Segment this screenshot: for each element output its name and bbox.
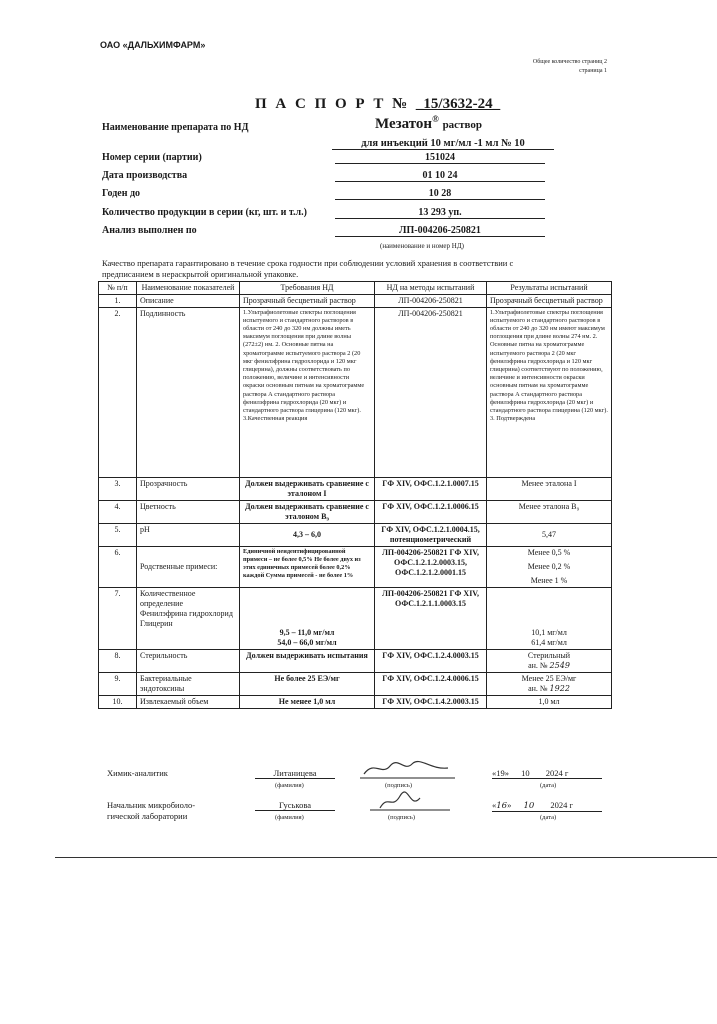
chemist-label: Химик-аналитик: [107, 768, 168, 778]
row-number: 2.: [99, 307, 137, 477]
page-count: [533, 58, 607, 76]
row-number: 3.: [99, 477, 137, 500]
indicator-quant: Количественное определение: [140, 588, 196, 608]
analysis-no-label: ан. №: [528, 660, 548, 670]
row-indicator: Стерильность: [137, 649, 240, 672]
table-row: [99, 695, 612, 708]
row-indicator: Описание: [137, 294, 240, 307]
table-row: [99, 500, 612, 523]
table-row: [99, 649, 612, 672]
row-requirement: 1.Ультрафиолетовые спектры поглощения испытуемого и стандартного растворов в области от 240 до 320 нм должны иметь максимум поглощения при длине волны (272±2) нм. 2. Основные пятна на хроматограмме испытуемого раствора 2 (20 мкг фенилэфрина гидрохлорида и 120 мкг глицерина), должны соответствовать по положению, величине и интенсивности окраски основным пятнам на хроматограмме раствора А стандартного раствора фенилэфрина гидрохлорида (20 мкг) и стандартного раствора глицерина (120 мкг). 3.Качественная реакция: [240, 307, 375, 477]
chemist-name: Литаницева: [255, 768, 335, 779]
quantity-value: 13 293 уп.: [335, 207, 545, 219]
head-date: [492, 800, 602, 812]
result-phenylephrine: 10,1 мг/мл: [531, 627, 567, 637]
table-row: [99, 294, 612, 307]
series-value: 151024: [335, 152, 545, 164]
title-word: П А С П О Р Т: [255, 96, 386, 112]
chemist-date: [492, 768, 602, 779]
date-quote-close: »: [504, 768, 509, 778]
production-date-label: Дата производства: [102, 170, 188, 181]
row-number: 5.: [99, 523, 137, 546]
row-indicator: Бактериальные эндотоксины: [137, 672, 240, 695]
row-indicator: Прозрачность: [137, 477, 240, 500]
chemist-surname-caption: (фамилия): [275, 782, 304, 789]
row-method: ЛП-004206-250821 ГФ XIV, ОФС.1.2.1.1.0003.15: [375, 587, 487, 649]
header-methods: НД на методы испытаний: [375, 282, 487, 295]
analysis-no-handwritten: 1922: [549, 683, 570, 693]
head-signature: [370, 790, 450, 812]
row-indicator: Подлинность: [137, 307, 240, 477]
analysis-no-label: ан. №: [528, 683, 548, 693]
row-requirement: Прозрачный бесцветный раствор: [240, 294, 375, 307]
quality-guarantee: Качество препарата гарантировано в течение срока годности при соблюдении условий хранения в соответствии с предписанием в нераскрытой оригинальной упаковке.: [102, 258, 514, 279]
organization-name: ОАО «ДАЛЬХИМФАРМ»: [100, 40, 206, 50]
date-month: 10: [523, 801, 535, 811]
head-label-line2: гической лаборатории: [107, 811, 188, 821]
row-method: ЛП-004206-250821 ГФ XIV, ОФС.1.2.1.2.0003.15, ОФС.1.2.1.2.0001.15: [375, 546, 487, 587]
header-indicator: Наименование показателей: [137, 282, 240, 295]
row-indicator: Родственные примеси:: [137, 546, 240, 587]
row-result: 1,0 мл: [487, 695, 612, 708]
header-results: Результаты испытаний: [487, 282, 612, 295]
row-requirement: Должен выдерживать испытания: [240, 649, 375, 672]
row-number: 9.: [99, 672, 137, 695]
date-year: 2024 г: [545, 768, 569, 778]
indicator-glycerin: Глицерин: [140, 618, 173, 628]
row-method: ГФ XIV, ОФС.1.2.4.0006.15: [375, 672, 487, 695]
row-indicator: Извлекаемый объем: [137, 695, 240, 708]
row-method: ГФ XIV, ОФС.1.2.1.0006.15: [375, 500, 487, 523]
page-divider: [55, 857, 717, 858]
table-row: [99, 546, 612, 587]
row-method: ГФ XIV, ОФС.1.2.1.0004.15, потенциометрический: [375, 523, 487, 546]
indicator-phenylephrine: Фенилэфрина гидрохлорид: [140, 608, 233, 618]
row-result: 1.Ультрафиолетовые спектры поглощения испытуемого и стандартного растворов в области от 240 до 320 нм имеют максимум поглощения при длине волны 274 нм. 2. Основные пятна на хроматограмме испытуемого раствора 2 (20 мкг фенилэфрина гидрохлорида и 120 мкг глицерина) соответствуют по положению, величине и интенсивности окраски основным пятнам на хроматограмме раствора А стандартного раствора фенилэфрина гидрохлорида (20 мкг) и стандартного раствора глицерина (120 мкг). 3. Подтверждена: [487, 307, 612, 477]
row-result: Менее эталона I: [487, 477, 612, 500]
row-requirement: 4,3 – 6,0: [240, 523, 375, 546]
row-indicator: Цветность: [137, 500, 240, 523]
row-number: 1.: [99, 294, 137, 307]
header-number: № п/п: [99, 282, 137, 295]
chemist-date-caption: (дата): [540, 782, 557, 789]
head-surname-caption: (фамилия): [275, 814, 304, 821]
row-result: [487, 546, 612, 587]
registered-mark: ®: [432, 114, 439, 124]
result-sterile: Стерильный: [527, 650, 571, 660]
passport-title: [255, 96, 500, 113]
expiry-label: Годен до: [102, 188, 141, 199]
result-single-impurity: Менее 0,5 %: [527, 547, 571, 557]
row-method: ЛП-004206-250821: [375, 307, 487, 477]
row-result: Прозрачный бесцветный раствор: [487, 294, 612, 307]
row-method: ГФ XIV, ОФС.1.4.2.0003.15: [375, 695, 487, 708]
row-requirement: Не более 25 ЕЭ/мг: [240, 672, 375, 695]
analysis-caption: (наименование и номер НД): [380, 242, 464, 250]
page-total: Общее количество страниц 2: [532, 59, 607, 65]
row-indicator: [137, 587, 240, 649]
row-result: [487, 672, 612, 695]
date-day: 16: [496, 801, 508, 811]
req-phenylephrine: 9,5 – 11,0 мг/мл: [279, 627, 335, 637]
row-method: ЛП-004206-250821: [375, 294, 487, 307]
row-method: ГФ XIV, ОФС.1.2.4.0003.15: [375, 649, 487, 672]
chemist-signature: [360, 758, 455, 780]
head-name: Гуськова: [255, 800, 335, 811]
head-label-line1: Начальник микробиоло-: [107, 800, 196, 810]
table-row: [99, 672, 612, 695]
analysis-no-handwritten: 2549: [549, 660, 570, 670]
series-label: Номер серии (партии): [102, 152, 202, 163]
chemist-sign-caption: (подпись): [385, 782, 412, 789]
row-requirement: Не менее 1,0 мл: [240, 695, 375, 708]
result-endotoxin: Менее 25 ЕЭ/мг: [521, 673, 577, 683]
analysis-value: ЛП-004206-250821: [335, 225, 545, 237]
expiry-value: 10 28: [335, 188, 545, 200]
date-quote-close: »: [507, 800, 512, 810]
head-label: [107, 800, 195, 822]
table-header-row: [99, 282, 612, 295]
row-number: 7.: [99, 587, 137, 649]
head-sign-caption: (подпись): [388, 814, 415, 821]
row-method: ГФ XIV, ОФС.1.2.1.0007.15: [375, 477, 487, 500]
row-indicator: pH: [137, 523, 240, 546]
analysis-label: Анализ выполнен по: [102, 225, 197, 236]
drug-dosage: для инъекций 10 мг/мл -1 мл № 10: [332, 138, 554, 150]
row-result: 5,47: [487, 523, 612, 546]
production-date-value: 01 10 24: [335, 170, 545, 182]
row-result: [487, 587, 612, 649]
passport-number: _15/3632-24_: [415, 96, 501, 112]
drug-name-text: Мезатон: [375, 116, 433, 132]
req-glycerin: 54,0 – 66,0 мг/мл: [277, 637, 337, 647]
title-no: №: [392, 96, 410, 112]
table-row: [99, 523, 612, 546]
date-quote-open: «: [492, 768, 497, 778]
date-year: 2024 г: [550, 800, 574, 810]
row-requirement: Должен выдерживать сравнение с эталоном I: [240, 477, 375, 500]
result-two-impurities: Менее 0,2 %: [527, 561, 571, 571]
date-quote-open: «: [492, 800, 497, 810]
header-requirements: Требования НД: [240, 282, 375, 295]
row-number: 4.: [99, 500, 137, 523]
drug-name-label: Наименование препарата по НД: [102, 122, 249, 133]
drug-form: раствор: [442, 119, 482, 131]
row-result: Менее эталона B₉: [487, 500, 612, 523]
result-glycerin: 61,4 мг/мл: [531, 637, 567, 647]
row-requirement: Единичной неидентифицированной примеси – не более 0,5% Не более двух из этих единичных примесей более 0,2% каждой Сумма примесей - не более 1%: [240, 546, 375, 587]
table-row: [99, 477, 612, 500]
quantity-label: Количество продукции в серии (кг, шт. и т.л.): [102, 207, 307, 218]
date-day: 19: [496, 768, 505, 778]
table-row: [99, 307, 612, 477]
table-row: [99, 587, 612, 649]
row-result: [487, 649, 612, 672]
row-number: 10.: [99, 695, 137, 708]
row-requirement: Должен выдерживать сравнение с эталоном B₉: [240, 500, 375, 523]
result-sum-impurities: Менее 1 %: [530, 575, 568, 585]
head-date-caption: (дата): [540, 814, 557, 821]
page-current: страница 1: [579, 68, 607, 74]
row-number: 6.: [99, 546, 137, 587]
row-requirement: [240, 587, 375, 649]
row-number: 8.: [99, 649, 137, 672]
date-month: 10: [521, 768, 530, 778]
drug-name: [375, 114, 482, 133]
test-results-table: [98, 281, 612, 709]
